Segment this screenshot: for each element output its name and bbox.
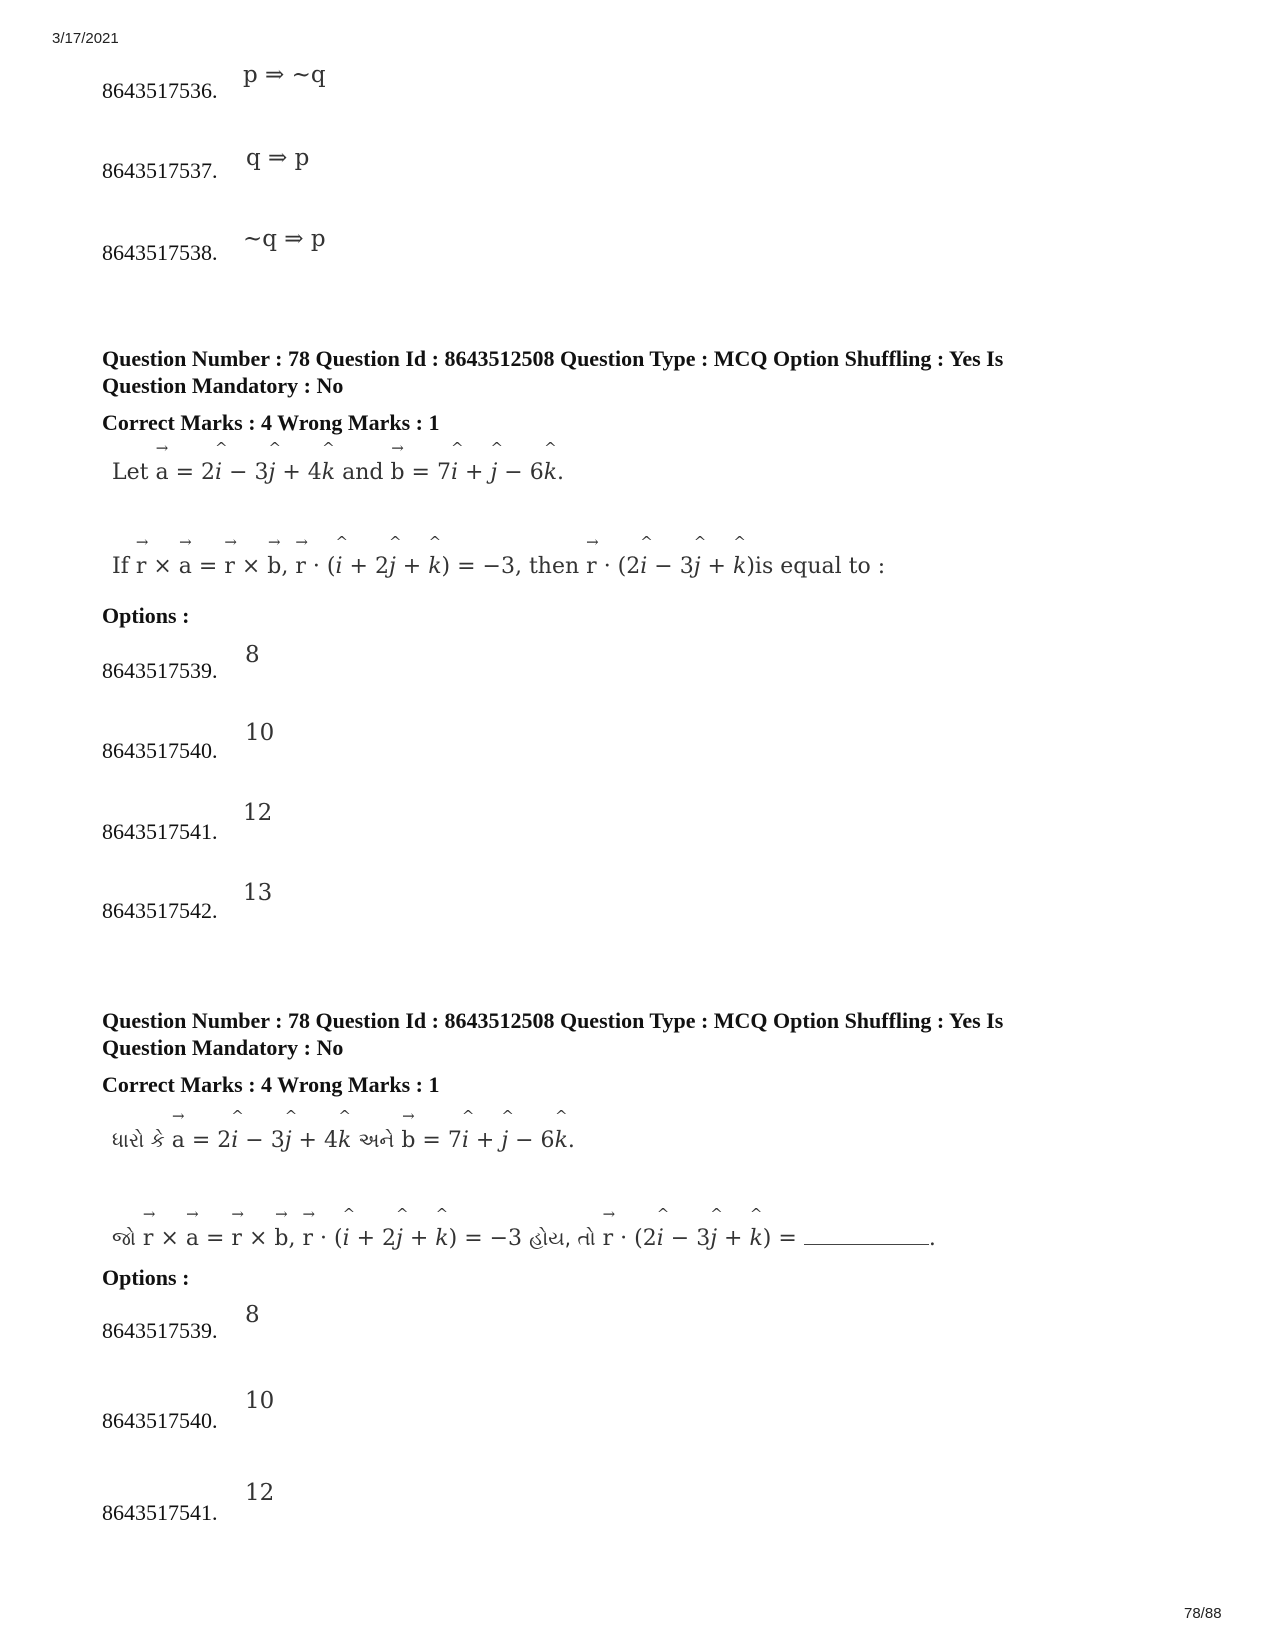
then-word: then [528,554,580,579]
option-value: 12 [243,800,273,826]
let-word: Let [112,460,149,485]
question-marks: Correct Marks : 4 Wrong Marks : 1 [102,410,440,435]
options-label: Options : [102,603,190,628]
question-line-condition: જો → r × → a = → r × → b, → r · ( ^ i + 2 ^ j + ^ k) = −3 હોય, તો → r · (2 ^ i − 3 ^ j + ^ k) = . [112,1205,936,1251]
option-id: 8643517540. [102,738,218,763]
and-word: and [342,460,384,485]
question-header-line1: Question Number : 78 Question Id : 8643512508 Question Type : MCQ Option Shuffling : Yes Is [102,1008,1004,1033]
question-header [102,345,1182,399]
option-id: 8643517538. [102,240,218,265]
question-header-line1: Question Number : 78 Question Id : 8643512508 Question Type : MCQ Option Shuffling : Yes Is [102,346,1004,371]
option-id: 8643517537. [102,158,218,183]
option-value: 10 [245,1388,275,1414]
question-marks: Correct Marks : 4 Wrong Marks : 1 [102,1072,440,1097]
question-header-line2: Question Mandatory : No [102,1035,344,1060]
is-equal-to: is equal to : [754,554,886,579]
question-header [102,1007,1182,1061]
if-word: If [112,554,129,579]
answer-blank [804,1230,929,1245]
option-value: q ⇒ p [246,145,310,171]
question-line-vectors: Let → a = 2 ^ i − 3 ^ j + 4 ^ k and → b = 7 ^ i + ^ j − 6 ^ k. [112,439,565,485]
option-value: 13 [243,880,273,906]
let-word: ધારો કે [112,1128,165,1152]
option-value: 12 [245,1480,275,1506]
option-value: 10 [245,720,275,746]
if-word: જો [112,1226,136,1250]
option-value: ~q ⇒ p [243,226,326,252]
option-id: 8643517541. [102,819,218,844]
print-date: 3/17/2021 [52,30,119,47]
option-value: p ⇒ ~q [243,62,326,88]
question-line-condition: If → r × → a = → r × → b, → r · ( ^ i + 2 ^ j + ^ k) = −3, then → r · (2 ^ i − 3 ^ j + ^ k)is equal to : [112,533,886,579]
and-word: અને [358,1128,395,1152]
option-id: 8643517539. [102,1318,218,1343]
question-line-vectors: ધારો કે → a = 2 ^ i − 3 ^ j + 4 ^ k અને → b = 7 ^ i + ^ j − 6 ^ k. [112,1107,575,1153]
option-value: 8 [245,1302,260,1328]
option-id: 8643517540. [102,1408,218,1433]
then-word: હોય, તો [529,1226,596,1250]
option-id: 8643517536. [102,78,218,103]
option-value: 8 [245,642,260,668]
page-number: 78/88 [1184,1605,1222,1622]
option-id: 8643517542. [102,898,218,923]
option-id: 8643517541. [102,1500,218,1525]
option-id: 8643517539. [102,658,218,683]
question-header-line2: Question Mandatory : No [102,373,344,398]
options-label: Options : [102,1265,190,1290]
